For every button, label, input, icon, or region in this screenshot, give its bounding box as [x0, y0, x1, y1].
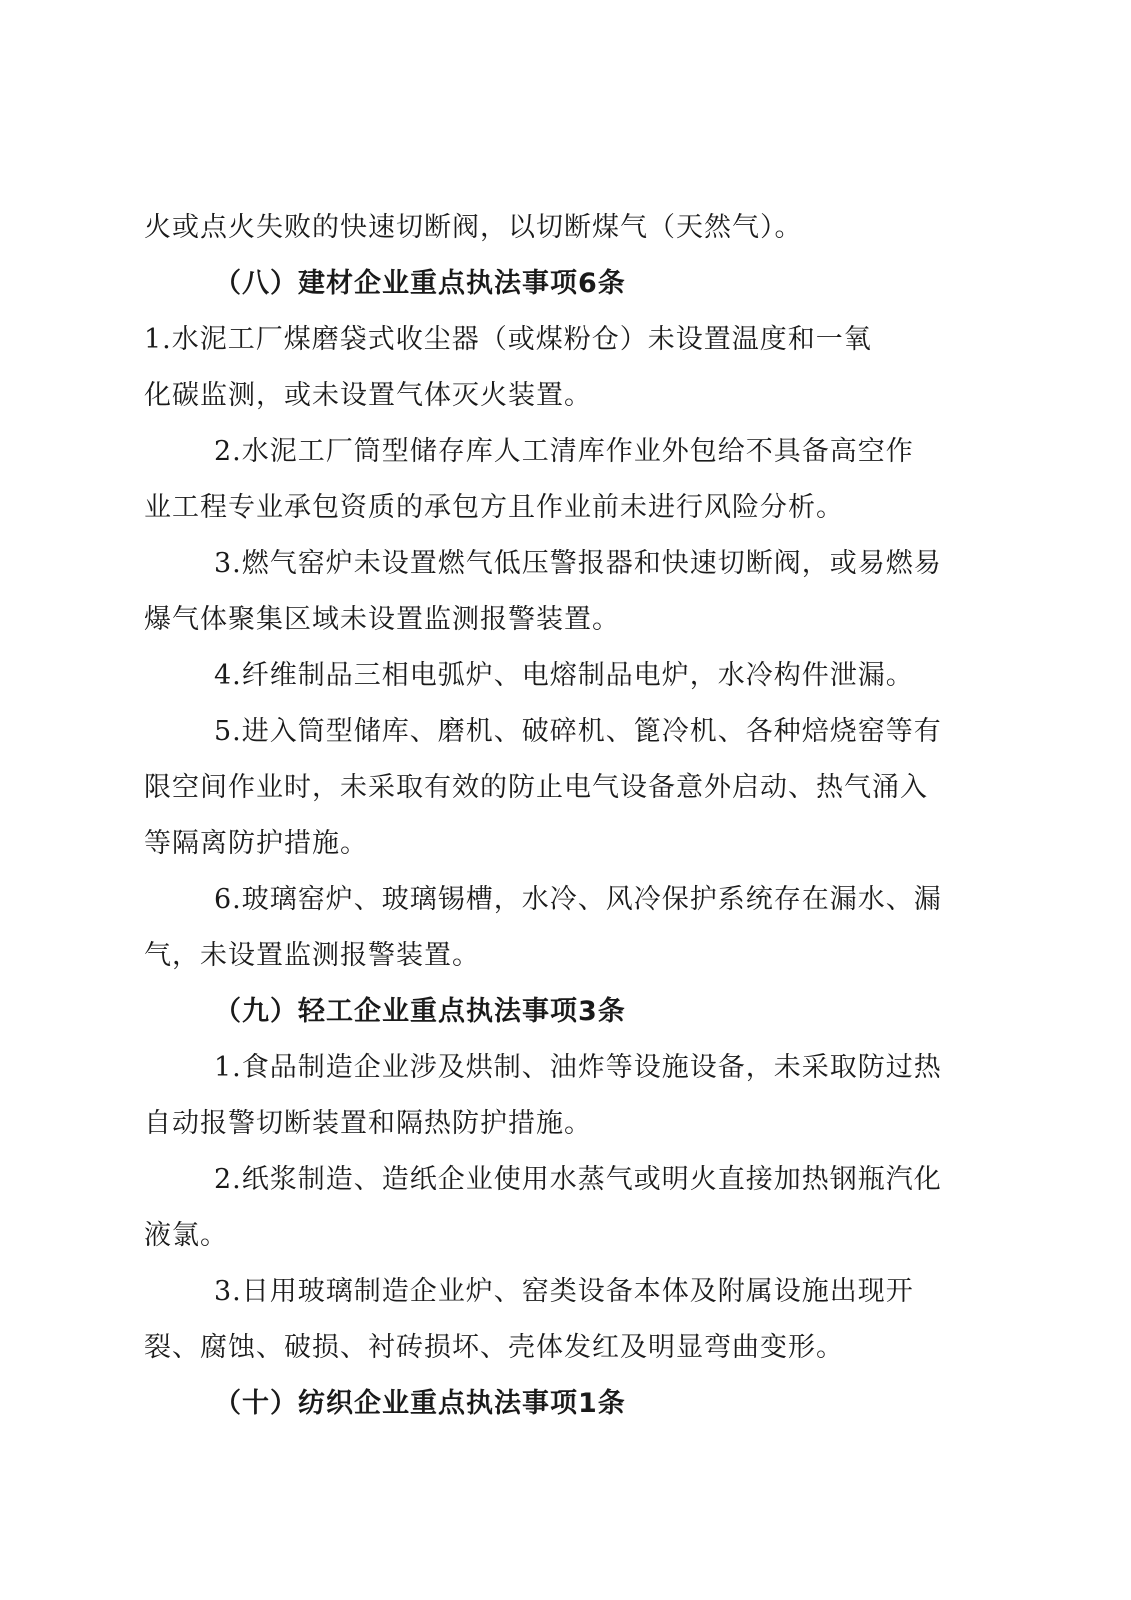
section-heading-10: （十）纺织企业重点执法事项1条 [214, 1388, 626, 1419]
section-heading-9: （九）轻工企业重点执法事项3条 [214, 996, 626, 1027]
item-line: 爆气体聚集区域未设置监测报警装置。 [144, 604, 620, 635]
item-line: 化碳监测，或未设置气体灭火装置。 [144, 380, 592, 411]
item-line: 液氯。 [144, 1220, 228, 1251]
item-line: 1.食品制造企业涉及烘制、油炸等设施设备，未采取防过热 [214, 1052, 942, 1083]
item-line: 裂、腐蚀、破损、衬砖损坏、壳体发红及明显弯曲变形。 [144, 1332, 844, 1363]
item-line: 1.水泥工厂煤磨袋式收尘器（或煤粉仓）未设置温度和一氧 [144, 324, 872, 355]
section-heading-8: （八）建材企业重点执法事项6条 [214, 268, 626, 299]
item-line: 气，未设置监测报警装置。 [144, 940, 480, 971]
item-line: 限空间作业时，未采取有效的防止电气设备意外启动、热气涌入 [144, 772, 928, 803]
item-line: 等隔离防护措施。 [144, 828, 368, 859]
item-line: 4.纤维制品三相电弧炉、电熔制品电炉，水冷构件泄漏。 [214, 660, 914, 691]
item-line: 2.纸浆制造、造纸企业使用水蒸气或明火直接加热钢瓶汽化 [214, 1164, 942, 1195]
paragraph-line: 火或点火失败的快速切断阀，以切断煤气（天然气）。 [144, 212, 803, 243]
item-line: 3.日用玻璃制造企业炉、窑类设备本体及附属设施出现开 [214, 1276, 914, 1307]
item-line: 3.燃气窑炉未设置燃气低压警报器和快速切断阀，或易燃易 [214, 548, 942, 579]
item-line: 2.水泥工厂筒型储存库人工清库作业外包给不具备高空作 [214, 436, 914, 467]
item-line: 5.进入筒型储库、磨机、破碎机、篦冷机、各种焙烧窑等有 [214, 716, 942, 747]
item-line: 业工程专业承包资质的承包方且作业前未进行风险分析。 [144, 492, 844, 523]
item-line: 6.玻璃窑炉、玻璃锡槽，水冷、风冷保护系统存在漏水、漏 [214, 884, 942, 915]
item-line: 自动报警切断装置和隔热防护措施。 [144, 1108, 592, 1139]
